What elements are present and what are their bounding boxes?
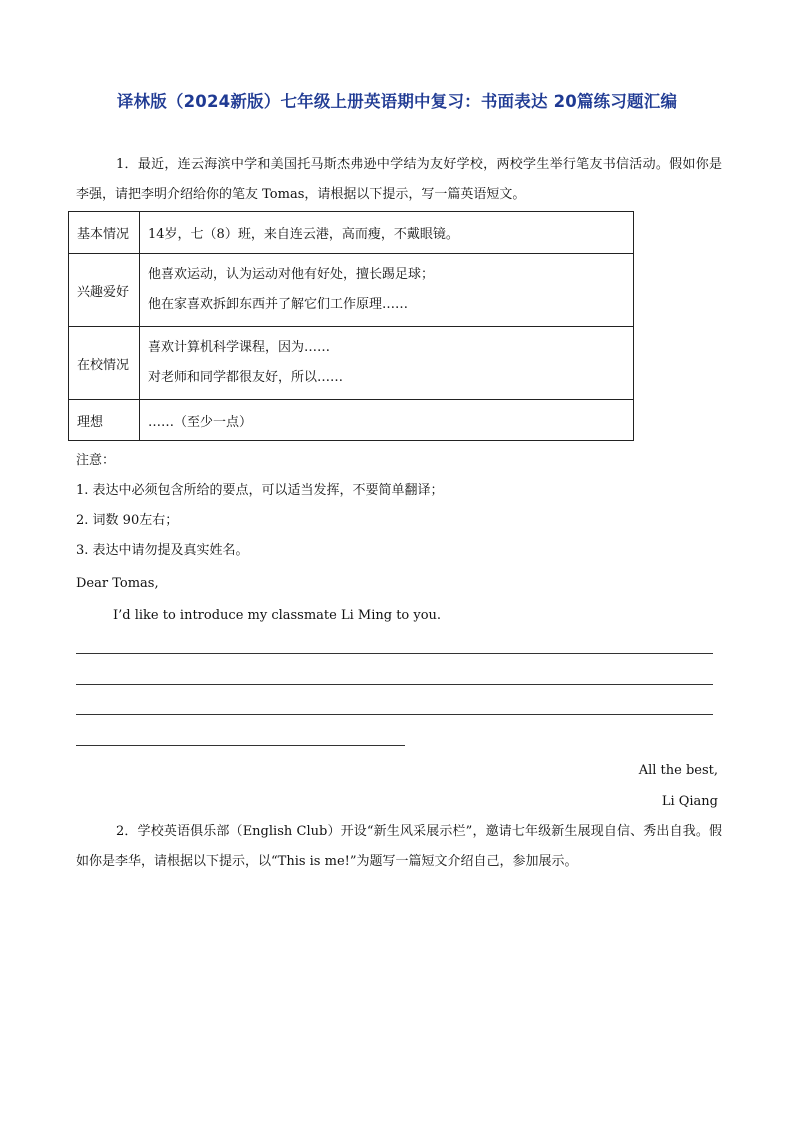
letter-opening: I’d like to introduce my classmate Li Ming to you. (113, 608, 442, 623)
table-row (69, 212, 634, 254)
document-title: 译林版（2024新版）七年级上册英语期中复习：书面表达 20篇练习题汇编 (116, 92, 678, 111)
dream-value: ……（至少一点） (140, 400, 634, 441)
school-value (140, 327, 634, 400)
hobby-line-1: 他喜欢运动，认为运动对他有好处，擅长踢足球； (148, 267, 435, 282)
salutation: Dear Tomas, (76, 576, 159, 591)
basic-info-value: 14岁，七（8）班，来自连云港，高而瘦，不戴眼镜。 (140, 212, 634, 254)
note-3: 3. 表达中请勿提及真实姓名。 (76, 543, 249, 558)
table-row (69, 254, 634, 327)
hobby-line-2: 他在家喜欢拆卸东西并了解它们工作原理…… (148, 297, 409, 312)
note-2: 2. 词数 90左右； (76, 513, 179, 528)
school-line-2: 对老师和同学都很友好，所以…… (148, 370, 344, 385)
school-line-1: 喜欢计算机科学课程，因为…… (148, 340, 331, 355)
letter-closing: All the best, (638, 763, 718, 778)
notes-title: 注意： (76, 453, 116, 468)
question-2-prompt: 2．学校英语俱乐部（English Club）开设“新生风采展示栏”，邀请七年级新生展现自信、秀出自我。假如你是李华，请根据以下提示，以“This is me!”为题写一篇短文介绍自己，参加展示。 (76, 824, 722, 869)
letter-signature: Li Qiang (661, 794, 718, 809)
answer-line-4 (76, 745, 405, 746)
hint-table (68, 211, 634, 441)
basic-info-label: 基本情况 (69, 212, 140, 254)
table-row (69, 327, 634, 400)
dream-label: 理想 (69, 400, 140, 441)
note-1: 1. 表达中必须包含所给的要点，可以适当发挥，不要简单翻译； (76, 483, 444, 498)
question-1-prompt: 1．最近，连云海滨中学和美国托马斯杰弗逊中学结为友好学校，两校学生举行笔友书信活动。假如你是李强，请把李明介绍给你的笔友 Tomas，请根据以下提示，写一篇英语短文。 (76, 157, 722, 202)
school-label: 在校情况 (69, 327, 140, 400)
answer-line-2 (76, 684, 713, 685)
table-row (69, 400, 634, 441)
answer-line-3 (76, 714, 713, 715)
hobby-value (140, 254, 634, 327)
answer-line-1 (76, 653, 713, 654)
hobby-label: 兴趣爱好 (69, 254, 140, 327)
